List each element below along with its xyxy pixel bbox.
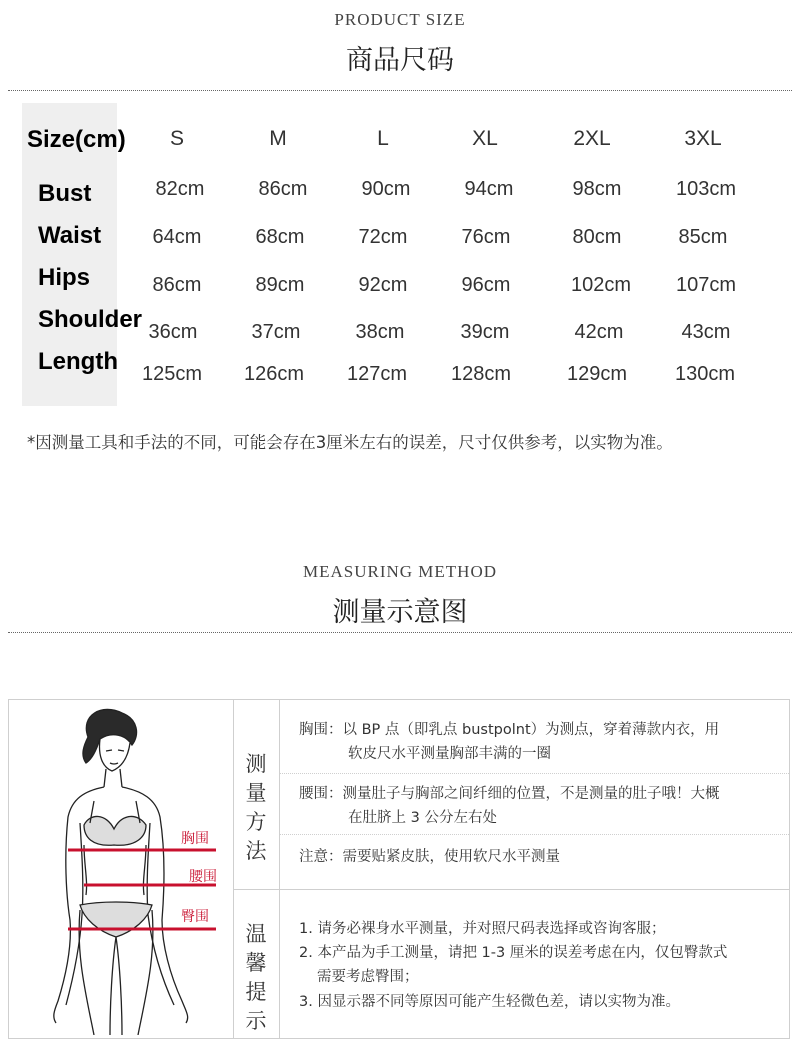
size-column-header: XL [472,127,498,150]
size-cell: 36cm [148,321,198,343]
size-cell: 90cm [361,178,411,200]
method-label [233,750,279,866]
size-cell: 127cm [346,363,408,385]
row-label-shoulder: Shoulder [38,306,143,333]
method-label-char: 测 [245,752,267,776]
size-cell: 126cm [243,363,305,385]
tips-label-char: 提 [245,980,267,1004]
size-column-header: L [377,127,389,150]
size-header-label: Size(cm) [27,126,126,153]
method-line: 胸围：以 BP 点（即乳点 bustpolnt）为测点，穿着薄款内衣，用 [299,722,720,738]
tips-label-char: 温 [245,922,267,946]
row-divider [280,773,789,774]
tip-line: 需要考虑臀围； [317,969,419,985]
size-cell: 38cm [355,321,405,343]
tips-label-char: 示 [245,1009,267,1033]
panel-divider [279,700,280,1038]
size-cell: 68cm [255,226,305,248]
method-line: 注意：需要贴紧皮肤，使用软尺水平测量 [299,849,560,865]
bust-label: 胸围 [181,831,209,847]
size-footnote: *因测量工具和手法的不同，可能会存在3厘米左右的误差，尺寸仅供参考，以实物为准。 [27,433,673,452]
size-cell: 96cm [461,274,511,296]
size-cell: 130cm [674,363,736,385]
measuring-title-cn: 测量示意图 [332,597,468,628]
panel-divider [234,889,789,890]
size-cell: 103cm [675,178,737,200]
size-cell: 37cm [251,321,301,343]
measuring-title-en: MEASURING METHOD [302,562,498,581]
tip-item-1 [299,917,665,941]
size-cell: 98cm [572,178,622,200]
size-cell: 128cm [450,363,512,385]
method-item-note [299,845,560,869]
divider [8,90,792,91]
size-cell: 92cm [358,274,408,296]
size-cell: 64cm [152,226,202,248]
tip-line: 1. 请务必裸身水平测量，并对照尺码表选择或咨询客服； [299,921,666,937]
size-cell: 129cm [566,363,628,385]
tip-line: 3. 因显示器不同等原因可能产生轻微色差，请以实物为准。 [299,994,680,1010]
size-cell: 89cm [255,274,305,296]
method-label-char: 方 [245,810,267,834]
row-label-hips: Hips [38,264,91,291]
size-cell: 42cm [574,321,624,343]
size-column-header: S [169,127,184,150]
size-cell: 85cm [678,226,728,248]
hips-label: 臀围 [181,909,209,925]
row-label-bust: Bust [38,180,92,207]
row-label-length: Length [38,348,118,375]
tip-item-2 [299,941,727,989]
size-cell: 102cm [570,274,632,296]
row-divider [280,834,789,835]
size-cell: 43cm [681,321,731,343]
size-cell: 76cm [461,226,511,248]
size-column-header: 3XL [684,127,722,150]
row-label-waist: Waist [38,222,102,249]
method-line: 软皮尺水平测量胸部丰满的一圈 [348,746,551,762]
divider [8,632,792,633]
size-cell: 80cm [572,226,622,248]
method-item-waist [299,782,720,830]
size-column-header: 2XL [573,127,611,150]
method-label-char: 量 [245,781,267,805]
method-item-bust [299,718,719,766]
size-cell: 125cm [141,363,203,385]
tips-label-char: 馨 [245,951,267,975]
method-line: 腰围：测量肚子与胸部之间纤细的位置，不是测量的肚子哦！大概 [299,786,720,802]
tip-item-3 [299,990,680,1014]
method-label-char: 法 [245,839,267,863]
size-cell: 82cm [155,178,205,200]
size-cell: 86cm [258,178,308,200]
product-size-title-en: PRODUCT SIZE [334,10,466,29]
product-size-title-cn: 商品尺码 [346,45,454,76]
size-column-header: M [269,127,287,150]
size-cell: 72cm [358,226,408,248]
method-line: 在肚脐上 3 公分左右处 [348,810,497,826]
size-cell: 94cm [464,178,514,200]
size-cell: 107cm [675,274,737,296]
size-cell: 86cm [152,274,202,296]
size-cell: 39cm [460,321,510,343]
tip-line: 2. 本产品为手工测量，请把 1-3 厘米的误差考虑在内，仅包臀款式 [299,945,728,961]
waist-label: 腰围 [189,869,217,885]
tips-label [233,920,279,1036]
